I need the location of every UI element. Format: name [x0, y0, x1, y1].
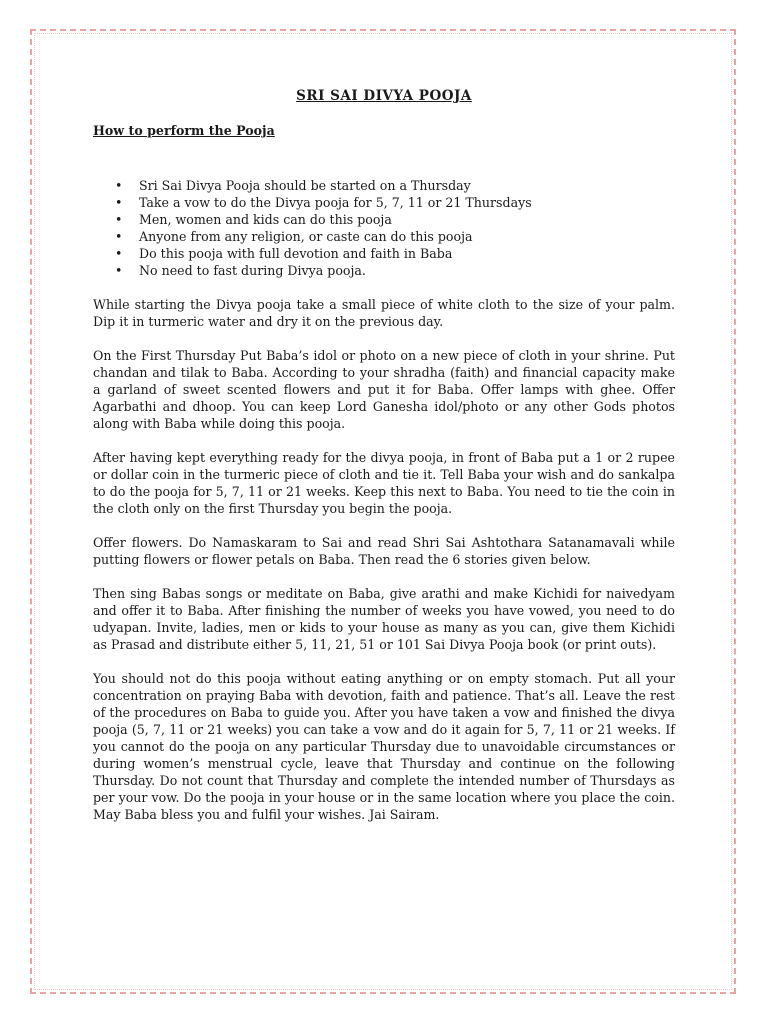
list-item: • Take a vow to do the Divya pooja for 5, 7, 11 or 21 Thursdays — [93, 194, 675, 211]
section-heading: How to perform the Pooja — [93, 123, 275, 138]
document-title: SRI SAI DIVYA POOJA — [296, 88, 472, 104]
list-item: • Do this pooja with full devotion and faith in Baba — [93, 245, 675, 262]
list-item: • Anyone from any religion, or caste can do this pooja — [93, 228, 675, 245]
document-body — [93, 86, 675, 840]
list-item: • Men, women and kids can do this pooja — [93, 211, 675, 228]
paragraph-udyapan: Then sing Babas songs or meditate on Baba, give arathi and make Kichidi for naivedyam and offer it to Baba. After finishing the number of weeks you have vowed, you need to do udyapan. Invite, ladies, men or kids to your house as many as you can, give them Kichidi as Prasad and distribute either 5, 11, 21, 51 or 101 Sai Divya Pooja book (or print outs). — [93, 586, 675, 652]
list-item: • No need to fast during Divya pooja. — [93, 262, 675, 279]
list-item: • Sri Sai Divya Pooja should be started on a Thursday — [93, 177, 675, 194]
paragraph-cloth-preparation: While starting the Divya pooja take a small piece of white cloth to the size of your palm. Dip it in turmeric water and dry it on the previous day. — [93, 297, 675, 329]
bullet-list — [93, 177, 675, 279]
paragraph-first-thursday: On the First Thursday Put Baba’s idol or photo on a new piece of cloth in your shrine. Put chandan and tilak to Baba. According to your shradha (faith) and financial capacity make a garland of sweet scented flowers and put it for Baba. Offer lamps with ghee. Offer Agarbathi and dhoop. You can keep Lord Ganesha idol/photo or any other Gods photos along with Baba while doing this pooja. — [93, 348, 675, 431]
paragraph-coin-sankalpa: After having kept everything ready for the divya pooja, in front of Baba put a 1 or 2 rupee or dollar coin in the turmeric piece of cloth and tie it. Tell Baba your wish and do sankalpa to do the pooja for 5, 7, 11 or 21 weeks. Keep this next to Baba. You need to tie the coin in the cloth only on the first Thursday you begin the pooja. — [93, 450, 675, 516]
paragraph-offer-flowers: Offer flowers. Do Namaskaram to Sai and read Shri Sai Ashtothara Satanamavali while putting flowers or flower petals on Baba. Then read the 6 stories given below. — [93, 535, 675, 567]
paragraph-guidelines: You should not do this pooja without eating anything or on empty stomach. Put all your concentration on praying Baba with devotion, faith and patience. That’s all. Leave the rest of the procedures on Baba to guide you. After you have taken a vow and finished the divya pooja (5, 7, 11 or 21 weeks) you can take a vow and do it again for 5, 7, 11 or 21 weeks. If you cannot do the pooja on any particular Thursday due to unavoidable circumstances or during women’s menstrual cycle, leave that Thursday and continue on the following Thursday. Do not count that Thursday and complete the intended number of Thursdays as per your vow. Do the pooja in your house or in the same location where you place the coin. May Baba bless you and fulfil your wishes. Jai Sairam. — [93, 671, 675, 822]
